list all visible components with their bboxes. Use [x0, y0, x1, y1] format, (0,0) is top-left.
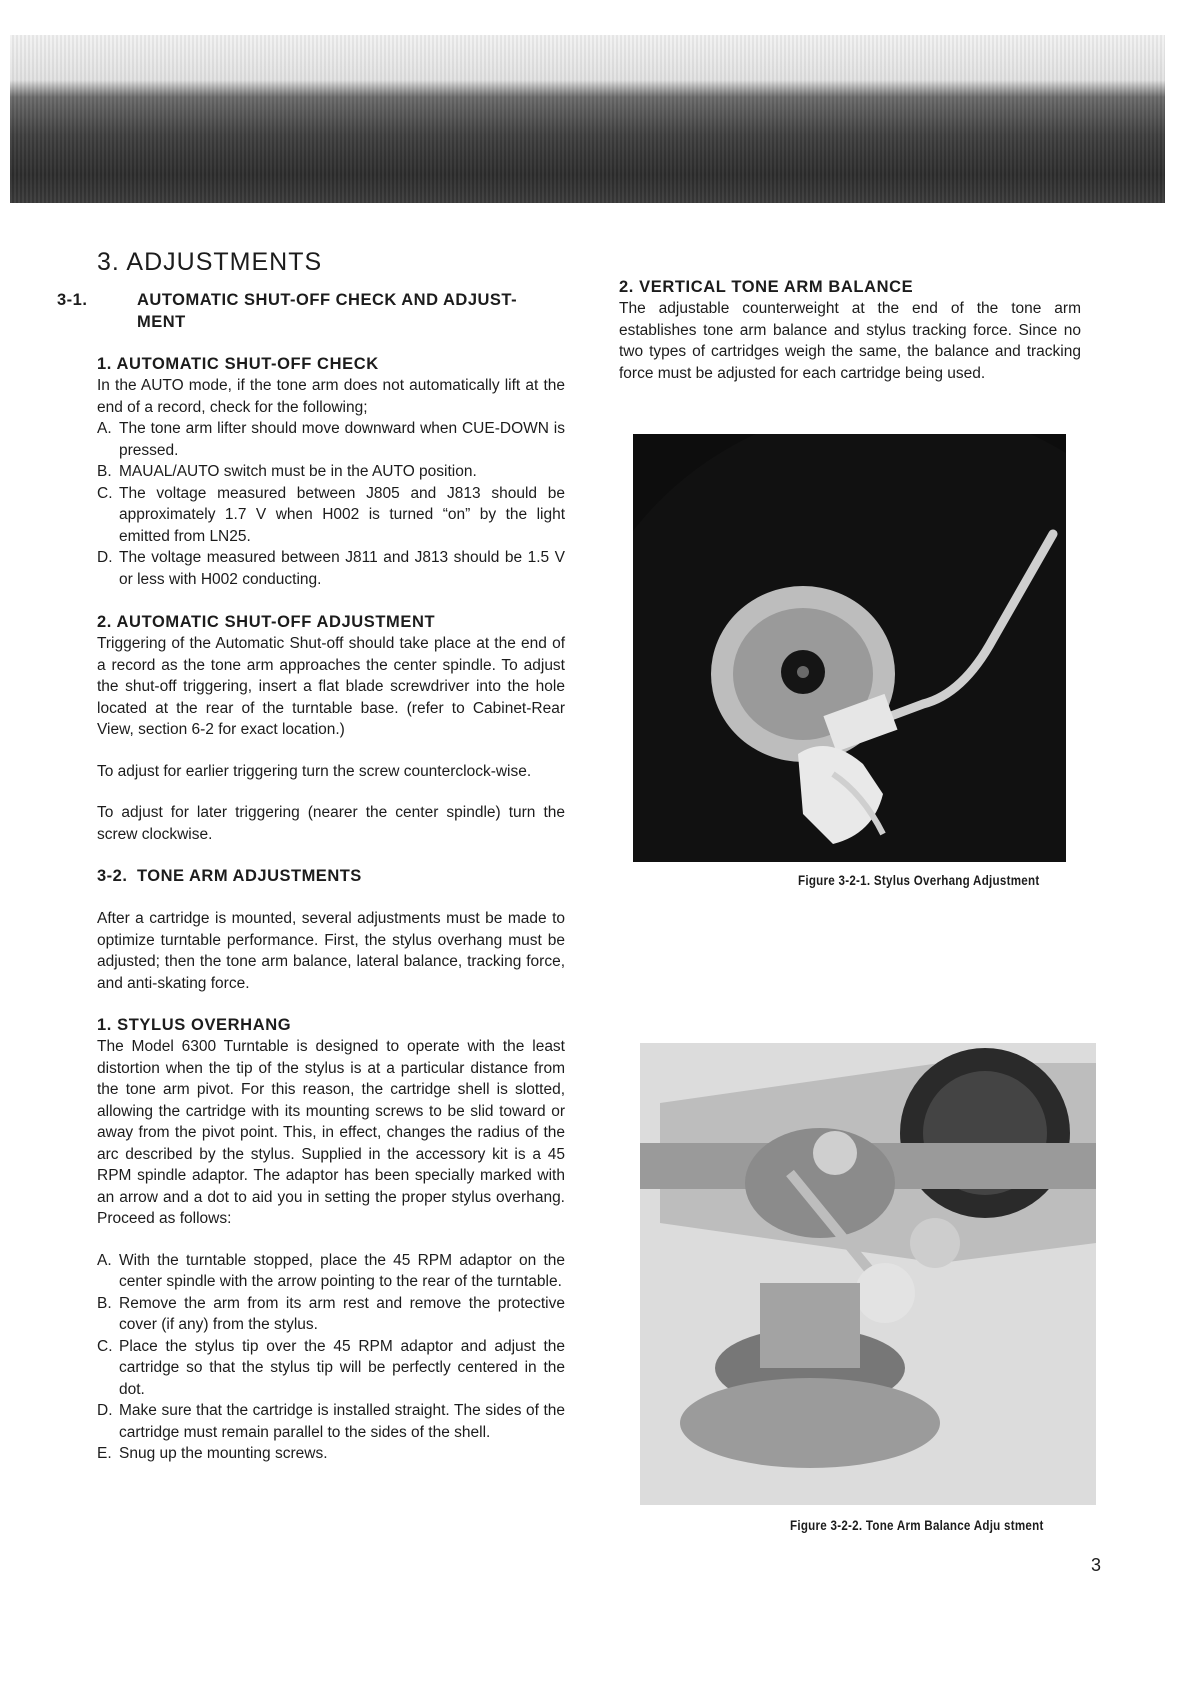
subsection-number: 3-1. — [57, 291, 88, 309]
tone-arm-balance-illustration — [640, 1043, 1096, 1505]
shutoff-check-intro: In the AUTO mode, if the tone arm does not automatically lift at the end of a record, check for the following; — [97, 377, 565, 416]
list-item: C. The voltage measured between J805 and J813 should be approximately 1.7 V when H002 is turned “on” by the light emitted from LN25. — [97, 484, 565, 545]
stylus-overhang-heading: 1. STYLUS OVERHANG — [97, 1016, 292, 1034]
tone-arm-intro: After a cartridge is mounted, several adjustments must be made to optimize turntable performance. First, the stylus overhang must be adjusted; then the tone arm balance, lateral balance, tracking force, and anti-skating force. — [97, 910, 565, 992]
shutoff-adjust-p1: Triggering of the Automatic Shut-off should take place at the end of a record as the tone arm approaches the center spindle. To adjust the shut-off triggering, insert a flat blade screwdriver into the hole located at the rear of the turntable base. (refer to Cabinet-Rear View, section 6-2 for exact location.) — [97, 635, 565, 738]
subsection-text: AUTOMATIC SHUT-OFF CHECK AND ADJUST- MENT — [137, 291, 518, 331]
shutoff-check-list — [97, 418, 565, 590]
figure-2-caption: Figure 3-2-2. Tone Arm Balance Adju stment — [790, 1518, 1044, 1533]
left-column — [57, 248, 565, 1465]
figure-tone-arm-balance-photo — [640, 1043, 1096, 1505]
list-item: B. Remove the arm from its arm rest and remove the protective cover (if any) from the stylus. — [97, 1294, 565, 1333]
shutoff-adjust-heading: 2. AUTOMATIC SHUT-OFF ADJUSTMENT — [97, 613, 436, 631]
subsection-3-2-title — [97, 865, 565, 887]
shutoff-check-heading: 1. AUTOMATIC SHUT-OFF CHECK — [97, 355, 379, 373]
subsection-number: 3-2. — [97, 867, 128, 885]
list-item: A. With the turntable stopped, place the 45 RPM adaptor on the center spindle with the arrow pointing to the rear of the turntable. — [97, 1251, 565, 1290]
section-title: 3. ADJUSTMENTS — [97, 248, 323, 276]
shutoff-adjust-p3: To adjust for later triggering (nearer the center spindle) turn the screw clockwise. — [97, 804, 565, 843]
subsection-3-1-title — [57, 289, 565, 333]
figure-1-caption: Figure 3-2-1. Stylus Overhang Adjustment — [798, 873, 1040, 888]
stylus-overhang-illustration — [633, 434, 1066, 862]
subsection-text: TONE ARM ADJUSTMENTS — [137, 867, 362, 885]
page-number: 3 — [1091, 1555, 1102, 1575]
figure-stylus-overhang-photo — [633, 434, 1066, 862]
header-band — [10, 35, 1165, 203]
list-item: B. MAUAL/AUTO switch must be in the AUTO position. — [97, 463, 477, 480]
stylus-overhang-p1: The Model 6300 Turntable is designed to operate with the least distortion when the tip of the stylus is at a particular distance from the tone arm pivot. For this reason, the cartridge shell is slotted, allowing the cartridge with its mounting screws to be slid toward or away from the pivot point. This, in effect, changes the radius of the arc described by the stylus. Supplied in the accessory kit is a 45 RPM spindle adaptor. The adaptor has been specially marked with an arrow and a dot to aid you in setting the proper stylus overhang. Proceed as follows: — [97, 1038, 565, 1227]
right-column — [619, 276, 1081, 384]
vertical-balance-heading: 2. VERTICAL TONE ARM BALANCE — [619, 278, 914, 296]
list-item: D. The voltage measured between J811 and J813 should be 1.5 V or less with H002 conducting. — [97, 549, 565, 588]
list-item: C. Place the stylus tip over the 45 RPM adaptor and adjust the cartridge so that the stylus tip will be perfectly centered in the dot. — [97, 1337, 565, 1398]
stylus-overhang-list — [97, 1250, 565, 1465]
list-item: A. The tone arm lifter should move downward when CUE-DOWN is pressed. — [97, 420, 565, 459]
list-item: D. Make sure that the cartridge is installed straight. The sides of the cartridge must remain parallel to the sides of the shell. — [97, 1402, 565, 1441]
list-item: E. Snug up the mounting screws. — [97, 1445, 328, 1462]
vertical-balance-p1: The adjustable counterweight at the end of the tone arm establishes tone arm balance and stylus tracking force. Since no two types of cartridges weigh the same, the balance and tracking force must be adjusted for each cartridge being used. — [619, 300, 1081, 382]
shutoff-adjust-p2: To adjust for earlier triggering turn the screw counterclock-wise. — [97, 762, 532, 780]
